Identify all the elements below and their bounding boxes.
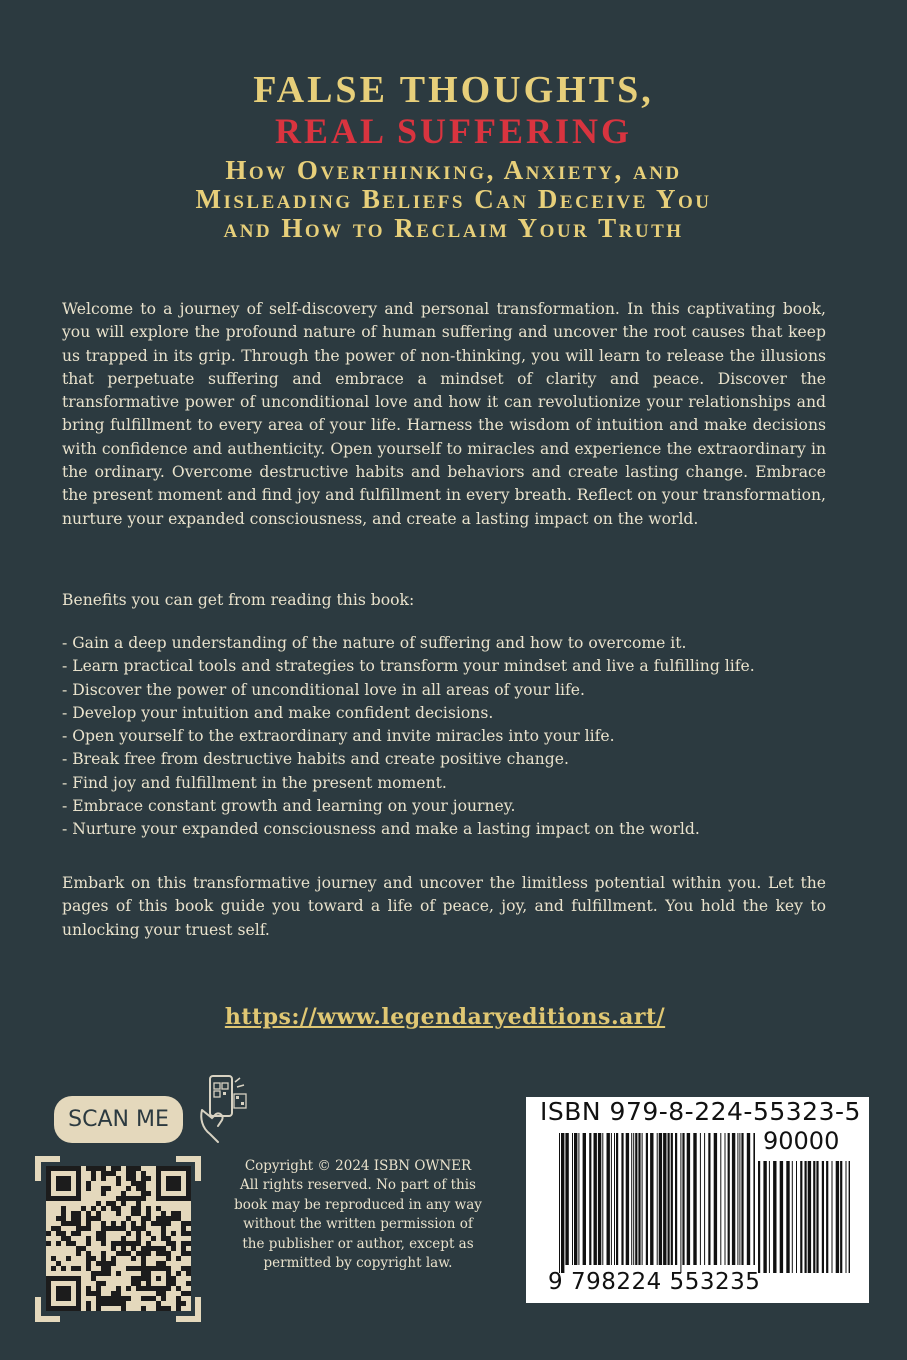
intro-paragraph: Welcome to a journey of self-discovery and personal transformation. In this captivating book, you will explore the profound nature of human suffering and uncover the root causes that keep us trapped in its grip. Through the power of non-thinking, you will learn to release the illusions that perpetuate suffering and embrace a mindset of clarity and peace. Discover the transformative power of unconditional love and how it can revolutionize your relationships and bring fulfillment to every area of your life. Harness the wisdom of intuition and make decisions with confidence and authenticity. Open yourself to miracles and experience the extraordinary in the ordinary. Overcome destructive habits and behaviors and create lasting change. Embrace the present moment and find joy and fulfillment in every breath. Reflect on your transformation, nurture your expanded consciousness, and create a lasting impact on the world.	[62, 300, 826, 528]
subtitle-line: and How to Reclaim Your Truth	[223, 213, 684, 243]
list-item: - Discover the power of unconditional love in all areas of your life.	[62, 680, 585, 699]
qr-code-icon[interactable]	[46, 1166, 191, 1311]
qr-code-background	[46, 1166, 191, 1311]
list-item: - Break free from destructive habits and create positive change.	[62, 750, 569, 769]
isbn-label: ISBN 979-8-224-55323-5	[540, 1097, 861, 1126]
subtitle-line: How Overthinking, Anxiety, and	[225, 155, 682, 185]
book-subtitle	[0, 156, 907, 243]
list-item: - Nurture your expanded consciousness and make a lasting impact on the world.	[62, 820, 700, 839]
barcode-icon	[559, 1133, 755, 1273]
phone-scan-icon	[196, 1074, 252, 1146]
barcode-digits: 9 798224 553235	[548, 1269, 761, 1295]
copyright-notice: Copyright © 2024 ISBN OWNER All rights reserved. No part of this book may be reproduced in any way without the written permission of the publisher or author, except as permitted by copyright law.	[234, 1158, 482, 1272]
price-code: 90000	[763, 1127, 840, 1155]
barcode-addon-icon	[758, 1161, 850, 1281]
list-item: - Open yourself to the extraordinary and invite miracles into your life.	[62, 727, 615, 746]
list-item: - Find joy and fulfillment in the present moment.	[62, 773, 447, 792]
benefits-heading: Benefits you can get from reading this book:	[62, 591, 415, 609]
website-link[interactable]: https://www.legendaryeditions.art/	[224, 1004, 666, 1030]
isbn-barcode-box	[526, 1097, 869, 1303]
title-block	[0, 70, 907, 243]
list-item: - Embrace constant growth and learning on your journey.	[62, 797, 516, 816]
book-title-line1: FALSE THOUGHTS,	[253, 69, 654, 111]
list-item: - Develop your intuition and make confident decisions.	[62, 703, 494, 722]
list-item: - Gain a deep understanding of the nature of suffering and how to overcome it.	[62, 634, 687, 652]
benefits-list	[62, 632, 826, 842]
subtitle-line: Misleading Beliefs Can Deceive You	[195, 184, 712, 214]
book-title-line2: REAL SUFFERING	[274, 111, 633, 151]
scan-me-badge: SCAN ME	[54, 1096, 183, 1143]
closing-paragraph: Embark on this transformative journey and uncover the limitless potential within you. Let the pages of this book guide you toward a life of peace, joy, and fulfillment. You hold the key to unlocking your truest self.	[62, 874, 826, 939]
list-item: - Learn practical tools and strategies to transform your mindset and live a fulfilling life.	[62, 657, 755, 676]
